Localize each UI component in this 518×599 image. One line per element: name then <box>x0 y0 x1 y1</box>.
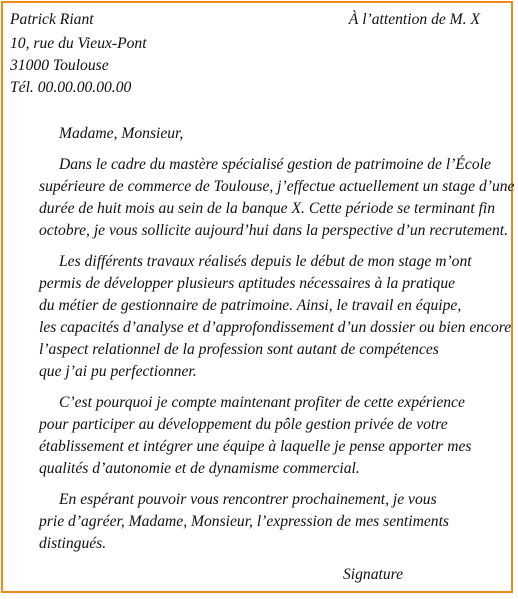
paragraph-line: En espérant pouvoir vous rencontrer prochainement, je vous <box>59 491 437 508</box>
paragraph-line: l’aspect relationnel de la profession sont autant de compétences <box>39 341 439 358</box>
paragraph-line: C’est pourquoi je compte maintenant profiter de cette expérience <box>59 394 465 411</box>
sender-name: Patrick Riant <box>10 11 94 28</box>
paragraph-line: prie d’agréer, Madame, Monsieur, l’expression de mes sentiments <box>39 513 449 530</box>
paragraph-line: qualités d’autonomie et de dynamisme commercial. <box>39 460 360 477</box>
paragraph-line: durée de huit mois au sein de la banque X. Cette période se terminant fin <box>39 200 496 217</box>
salutation: Madame, Monsieur, <box>59 125 184 142</box>
paragraph-line: permis de développer plusieurs aptitudes nécessaires à la pratique <box>39 275 456 292</box>
sender-street: 10, rue du Vieux-Pont <box>10 35 147 52</box>
paragraph-line: supérieure de commerce de Toulouse, j’effectue actuellement un stage d’une <box>39 178 515 195</box>
sender-phone: Tél. 00.00.00.00.00 <box>10 79 132 96</box>
recipient-attention: À l’attention de M. X <box>348 11 480 28</box>
paragraph-line: octobre, je vous sollicite aujourd’hui dans la perspective d’un recrutement. <box>39 222 509 239</box>
paragraph-line: Dans le cadre du mastère spécialisé gestion de patrimoine de l’École <box>59 156 491 173</box>
paragraph-line: établissement et intégrer une équipe à laquelle je pense apporter mes <box>39 438 472 455</box>
paragraph-line: distingués. <box>39 535 107 552</box>
paragraph-line: que j’ai pu perfectionner. <box>39 363 197 380</box>
paragraph-line: pour participer au développement du pôle gestion privée de votre <box>39 416 448 433</box>
sender-city: 31000 Toulouse <box>10 57 109 74</box>
paragraph-line: les capacités d’analyse et d’approfondissement d’un dossier ou bien encore <box>39 319 512 336</box>
signature: Signature <box>343 566 404 583</box>
paragraph-line: Les différents travaux réalisés depuis le début de mon stage m’ont <box>59 253 472 270</box>
paragraph-line: du métier de gestionnaire de patrimoine. Ainsi, le travail en équipe, <box>39 297 462 314</box>
